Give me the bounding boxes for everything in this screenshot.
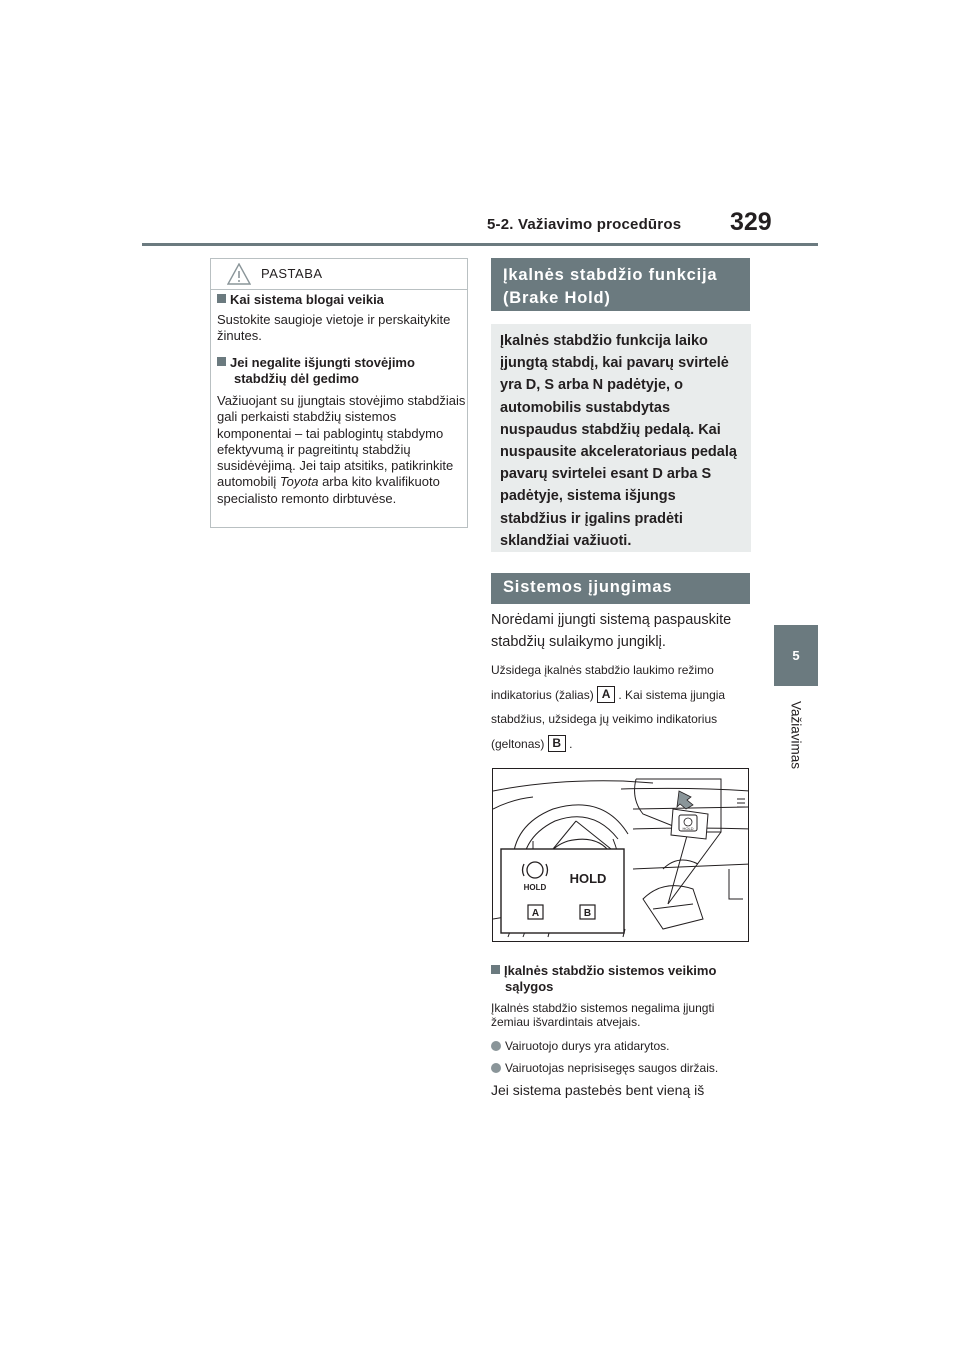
intro-box: Įkalnės stabdžio funkcija laiko įjungtą stabdį, kai pavarų svirtelė yra D, S arba N padėtyje, o automobilis sustabdytas nuspaudus stabdžių pedalą. Kai nuspausite akceleratoriaus pedalą pavarų svirtelei esant D arba S padėtyje, sistema išjungs stabdžius ir įgalins pradėti sklandžiai važiuoti. bbox=[491, 324, 751, 552]
page-number: 329 bbox=[730, 208, 772, 236]
caution-item-text: Važiuojant su įjungtais stovėjimo stabdžiais gali perkaisti stabdžių sistemos komponentai – tai pablogintų stabdymo efektyvumą ir pagreitintų stabdžių susidėvėjimą. Jei taip atsitiks, patikrinkite automobilį Toyota arba kito kvalifikuoto specialisto remonto dirbtuvėse. bbox=[217, 393, 466, 506]
section-heading-brake-hold: Įkalnės stabdžio funkcija (Brake Hold) bbox=[491, 258, 750, 311]
caution-header bbox=[211, 259, 467, 290]
indicator-note: Užsidega įkalnės stabdžio laukimo režimo indikatorius (žalias) A . Kai sistema įjungia stabdžius, užsidega jų veikimo indikatorius (geltonas) B . bbox=[491, 663, 726, 751]
chapter-number: 5 bbox=[792, 648, 800, 663]
hold-icon-label: HOLD bbox=[523, 883, 547, 892]
trailing-text: Jei sistema pastebės bent vieną iš bbox=[491, 1082, 705, 1098]
conditions-intro: Įkalnės stabdžio sistemos negalima įjungti žemiau išvardintais atvejais. bbox=[491, 1001, 715, 1029]
conditions-heading: Įkalnės stabdžio sistemos veikimo sąlygos bbox=[491, 963, 753, 995]
caution-box bbox=[210, 258, 468, 528]
activation-paragraph: Norėdami įjungti sistemą paspauskite stabdžių sulaikymo jungiklį. bbox=[491, 612, 732, 650]
caution-item-heading: Kai sistema blogai veikia bbox=[217, 292, 384, 308]
label-a: A bbox=[531, 908, 540, 919]
chapter-label-container bbox=[778, 690, 814, 780]
key-a-badge: A bbox=[597, 686, 615, 703]
switch-hold-label: HOLD bbox=[682, 826, 694, 831]
section-title: 5-2. Važiavimo procedūros bbox=[487, 216, 682, 233]
warning-triangle-icon bbox=[227, 263, 251, 285]
brand-name: Toyota bbox=[279, 474, 319, 490]
square-bullet-icon bbox=[491, 965, 500, 974]
chapter-tab bbox=[774, 625, 818, 686]
square-bullet-icon bbox=[217, 357, 226, 366]
chapter-label: Važiavimas bbox=[788, 700, 804, 770]
section-heading-activation: Sistemos įjungimas bbox=[491, 573, 750, 603]
condition-bullet: Vairuotojo durys yra atidarytos. bbox=[491, 1039, 753, 1053]
key-b-badge: B bbox=[548, 735, 566, 752]
section-divider bbox=[491, 603, 750, 604]
round-bullet-icon bbox=[491, 1063, 501, 1073]
caution-item-text: Sustokite saugioje vietoje ir perskaitykite žinutes. bbox=[217, 312, 451, 344]
dashboard-illustration bbox=[492, 768, 749, 942]
header-divider bbox=[142, 243, 818, 246]
caution-item-heading: Jei negalite išjungti stovėjimo stabdžių dėl gedimo bbox=[217, 355, 415, 387]
square-bullet-icon bbox=[217, 294, 226, 303]
hold-text-indicator: HOLD bbox=[569, 871, 607, 886]
label-b: B bbox=[583, 908, 592, 919]
round-bullet-icon bbox=[491, 1041, 501, 1051]
caution-title: PASTABA bbox=[261, 266, 323, 281]
condition-bullet: Vairuotojas neprisisegęs saugos diržais. bbox=[491, 1061, 753, 1075]
dashboard-drawing bbox=[493, 769, 749, 942]
